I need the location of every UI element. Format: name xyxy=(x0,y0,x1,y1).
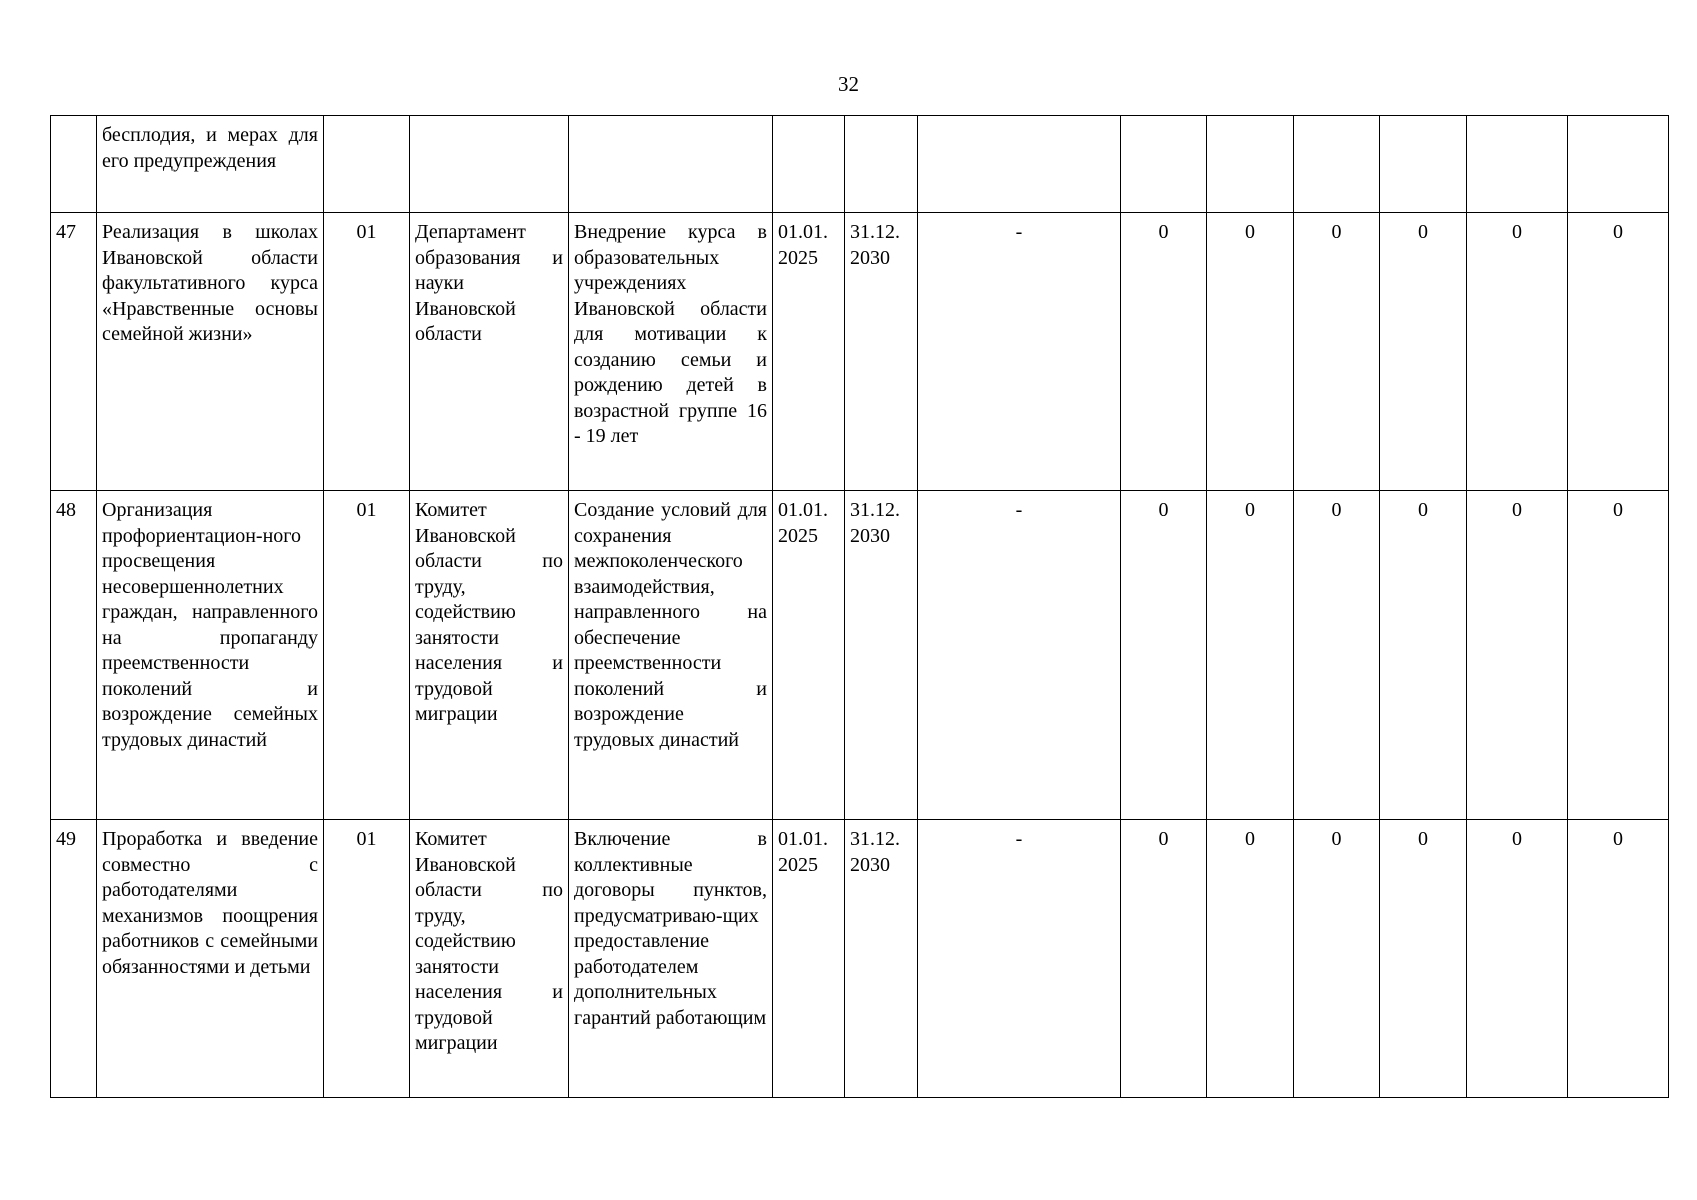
cell-value: 0 xyxy=(1294,491,1380,820)
cell-executor: Комитет Ивановской области по труду, содействию занятости населения и трудовой миграции xyxy=(410,820,569,1098)
cell-value: 0 xyxy=(1207,820,1294,1098)
cell-code xyxy=(324,116,410,213)
cell-value: 0 xyxy=(1467,491,1568,820)
table-row xyxy=(51,213,1669,491)
cell-code: 01 xyxy=(324,820,410,1098)
measures-table xyxy=(50,115,1669,1098)
cell-result xyxy=(569,116,773,213)
cell-start: 01.01. 2025 xyxy=(773,213,845,491)
cell-source: - xyxy=(918,491,1121,820)
cell-value: 0 xyxy=(1380,491,1467,820)
page-number: 32 xyxy=(838,72,859,96)
cell-value: 0 xyxy=(1467,820,1568,1098)
cell-end: 31.12. 2030 xyxy=(845,491,918,820)
cell-value: 0 xyxy=(1294,820,1380,1098)
cell-event: Организация профориентацион-ного просвещения несовершеннолетних граждан, направленного на пропаганду преемственности поколений и возрождение семейных трудовых династий xyxy=(97,491,324,820)
cell-value: 0 xyxy=(1294,213,1380,491)
cell-end: 31.12. 2030 xyxy=(845,213,918,491)
cell-result: Внедрение курса в образовательных учреждениях Ивановской области для мотивации к созданию семьи и рождению детей в возрастной группе 16 - 19 лет xyxy=(569,213,773,491)
cell-value: 0 xyxy=(1207,491,1294,820)
cell-value: 0 xyxy=(1380,820,1467,1098)
cell-no: 48 xyxy=(51,491,97,820)
table-row-continuation xyxy=(51,116,1669,213)
cell-executor xyxy=(410,116,569,213)
cell-source: - xyxy=(918,820,1121,1098)
cell-event: Реализация в школах Ивановской области факультативного курса «Нравственные основы семейной жизни» xyxy=(97,213,324,491)
table-row xyxy=(51,820,1669,1098)
cell-value: 0 xyxy=(1121,213,1207,491)
cell-executor: Комитет Ивановской области по труду, содействию занятости населения и трудовой миграции xyxy=(410,491,569,820)
cell-no: 49 xyxy=(51,820,97,1098)
cell-value xyxy=(1294,116,1380,213)
cell-value: 0 xyxy=(1568,491,1669,820)
cell-result: Создание условий для сохранения межпоколенческого взаимодействия, направленного на обеспечение преемственности поколений и возрождение трудовых династий xyxy=(569,491,773,820)
cell-code: 01 xyxy=(324,491,410,820)
cell-event: Проработка и введение совместно с работодателями механизмов поощрения работников с семейными обязанностями и детьми xyxy=(97,820,324,1098)
cell-no xyxy=(51,116,97,213)
cell-value xyxy=(1568,116,1669,213)
cell-start: 01.01. 2025 xyxy=(773,491,845,820)
cell-value: 0 xyxy=(1121,820,1207,1098)
table-row xyxy=(51,491,1669,820)
cell-value: 0 xyxy=(1380,213,1467,491)
cell-value xyxy=(1380,116,1467,213)
cell-source xyxy=(918,116,1121,213)
cell-no: 47 xyxy=(51,213,97,491)
cell-value: 0 xyxy=(1467,213,1568,491)
cell-value: 0 xyxy=(1568,213,1669,491)
cell-source: - xyxy=(918,213,1121,491)
cell-value xyxy=(1121,116,1207,213)
cell-start: 01.01. 2025 xyxy=(773,820,845,1098)
cell-value: 0 xyxy=(1207,213,1294,491)
cell-result: Включение в коллективные договоры пунктов, предусматриваю-щих предоставление работодателем дополнительных гарантий работающим xyxy=(569,820,773,1098)
cell-value xyxy=(1207,116,1294,213)
cell-executor: Департамент образования и науки Ивановской области xyxy=(410,213,569,491)
cell-end xyxy=(845,116,918,213)
cell-code: 01 xyxy=(324,213,410,491)
cell-end: 31.12. 2030 xyxy=(845,820,918,1098)
cell-value xyxy=(1467,116,1568,213)
cell-value: 0 xyxy=(1568,820,1669,1098)
cell-value: 0 xyxy=(1121,491,1207,820)
cell-event: бесплодия, и мерах для его предупреждения xyxy=(97,116,324,213)
cell-start xyxy=(773,116,845,213)
